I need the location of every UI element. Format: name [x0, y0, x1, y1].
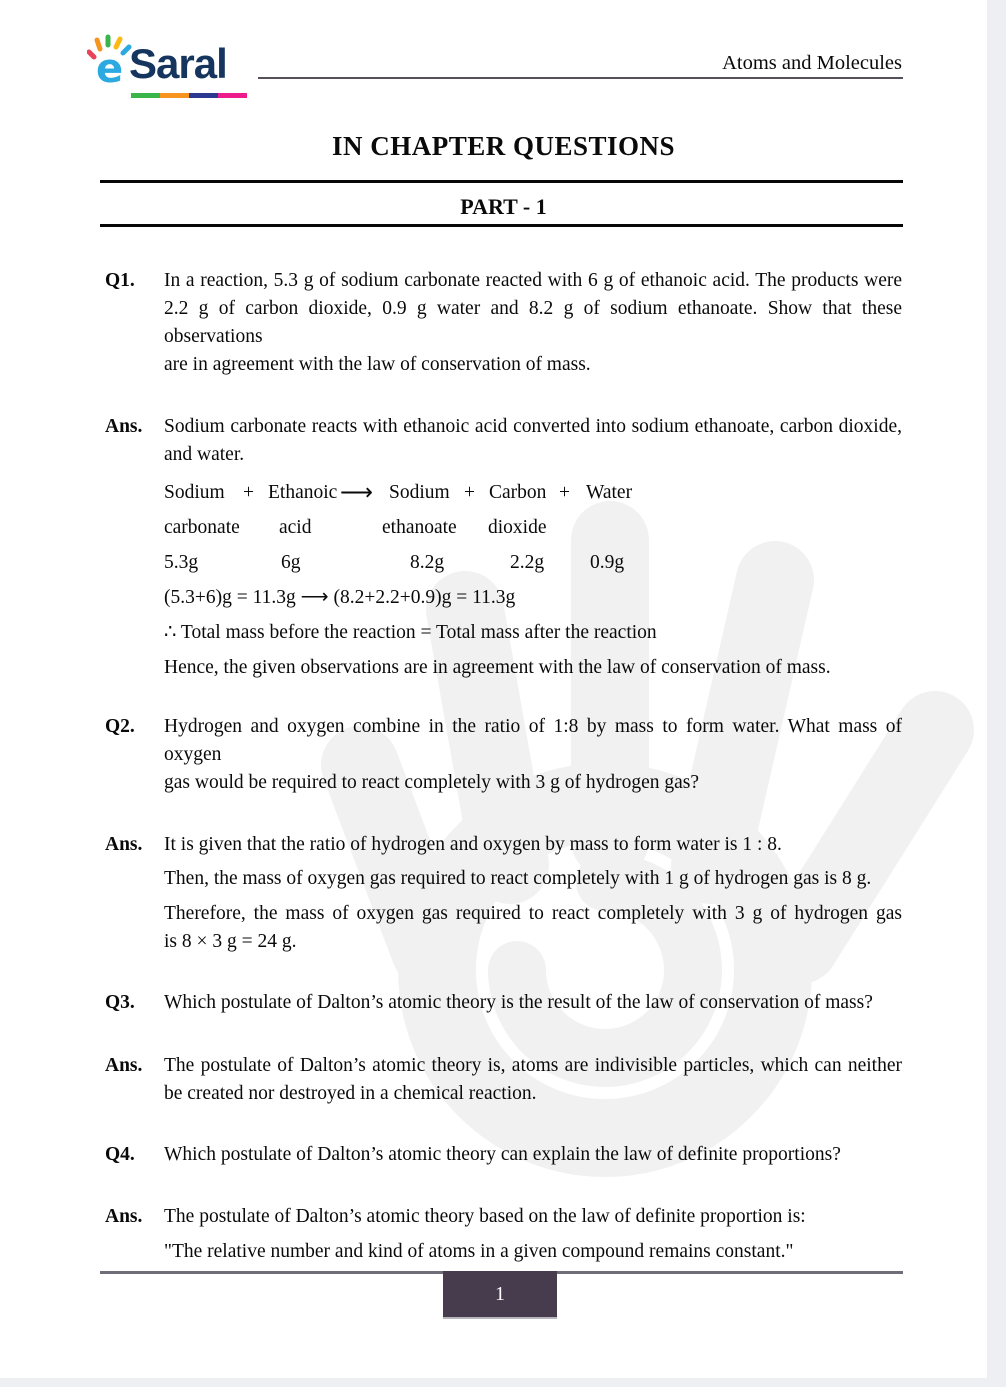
paragraph: It is given that the ratio of hydrogen and oxygen by mass to form water is 1 : 8.: [164, 834, 782, 855]
text-line: are in agreement with the law of conservation of mass.: [164, 354, 591, 375]
paragraph: The postulate of Dalton’s atomic theory based on the law of definite proportion is:: [164, 1206, 806, 1227]
text-line: Therefore, the mass of oxygen gas required to react completely with 3 g of hydrogen gas: [164, 903, 902, 924]
equation-row: [164, 580, 902, 615]
text-line: is 8 × 3 g = 24 g.: [164, 931, 297, 952]
answer-label: Ans.: [105, 416, 143, 437]
paragraph: "The relative number and kind of atoms in a given compound remains constant.": [164, 1241, 794, 1262]
mass-value: 0.9g: [590, 552, 625, 573]
equation-term: Sodium: [389, 482, 450, 503]
equation-term: acid: [279, 517, 312, 538]
answer-label: Ans.: [105, 1206, 143, 1227]
question-text: [164, 989, 902, 1017]
text-line: The postulate of Dalton’s atomic theory is, atoms are indivisible particles, which can neither: [164, 1055, 902, 1076]
question-label: Q2.: [105, 716, 135, 737]
logo-underline-segment: [131, 93, 160, 98]
mass-value: 8.2g: [410, 552, 445, 573]
paragraph: Then, the mass of oxygen gas required to react completely with 1 g of hydrogen gas is 8 g.: [164, 868, 872, 889]
equation-term: ethanoate: [382, 517, 457, 538]
section-divider: [100, 224, 903, 227]
answer-label: Ans.: [105, 834, 143, 855]
paragraph: [164, 413, 902, 469]
equation-term: carbonate: [164, 517, 240, 538]
mass-value: 6g: [281, 552, 301, 573]
question-row-q2: [105, 713, 902, 797]
esaral-logo: [93, 36, 255, 100]
answer-label: Ans.: [105, 1055, 143, 1076]
question-row-q4: [105, 1141, 902, 1169]
mass-value: 2.2g: [510, 552, 545, 573]
mass-value: 5.3g: [164, 552, 199, 573]
answer-row-a4: [105, 1203, 902, 1266]
section-divider: [100, 180, 903, 183]
text-line: Which postulate of Dalton’s atomic theory is the result of the law of conservation of mass?: [164, 992, 873, 1013]
logo-underline-segment: [189, 93, 218, 98]
mass-balance: (5.3+6)g = 11.3g ⟶ (8.2+2.2+0.9)g = 11.3g: [164, 587, 516, 608]
logo-underline: [131, 93, 247, 98]
text-line: 2.2 g of carbon dioxide, 0.9 g water and 8.2 g of sodium ethanoate. Show that these observations: [164, 298, 902, 347]
chapter-title: Atoms and Molecules: [722, 52, 902, 74]
question-text: [164, 713, 902, 797]
page-number-badge: [443, 1271, 557, 1319]
equation-term: Water: [586, 482, 633, 503]
page-number: 1: [495, 1282, 505, 1305]
text-line: Which postulate of Dalton’s atomic theory can explain the law of definite proportions?: [164, 1144, 841, 1165]
conclusion-line: ∴ Total mass before the reaction = Total mass after the reaction: [164, 622, 657, 643]
question-text: [164, 1141, 902, 1169]
logo-underline-segment: [160, 93, 189, 98]
question-row-q1: [105, 267, 902, 379]
text-line: gas would be required to react completely with 3 g of hydrogen gas?: [164, 772, 700, 793]
equation-term: Ethanoic: [268, 482, 338, 503]
answer-text: [164, 831, 902, 956]
plus-sign: +: [243, 482, 254, 503]
chemical-equation: [164, 475, 902, 615]
header-divider: [258, 77, 903, 79]
part-title: PART - 1: [460, 194, 547, 219]
equation-row: [164, 510, 902, 545]
question-row-q3: [105, 989, 902, 1017]
logo-wordmark: Saral: [129, 40, 227, 87]
logo-underline-segment: [218, 93, 247, 98]
text-line: Hydrogen and oxygen combine in the ratio of 1:8 by mass to form water. What mass of oxygen: [164, 716, 902, 765]
question-label: Q1.: [105, 270, 135, 291]
text-line: and water.: [164, 444, 245, 465]
question-label: Q4.: [105, 1144, 135, 1165]
equation-term: Carbon: [489, 482, 547, 503]
paragraph: [164, 900, 902, 956]
logo-e-icon: e: [96, 46, 124, 92]
plus-sign: +: [464, 482, 475, 503]
reaction-arrow: ⟶: [340, 480, 373, 505]
answer-row-a2: [105, 831, 902, 956]
answer-text: [164, 413, 902, 685]
text-line: Sodium carbonate reacts with ethanoic acid converted into sodium ethanoate, carbon dioxide,: [164, 416, 902, 437]
answer-text: [164, 1052, 902, 1108]
equation-term: dioxide: [488, 517, 547, 538]
question-label: Q3.: [105, 992, 135, 1013]
text-line: be created nor destroyed in a chemical reaction.: [164, 1083, 537, 1104]
page-title: IN CHAPTER QUESTIONS: [331, 131, 676, 161]
plus-sign: +: [559, 482, 570, 503]
question-text: [164, 267, 902, 379]
equation-row: [164, 545, 902, 580]
text-line: In a reaction, 5.3 g of sodium carbonate reacted with 6 g of ethanoic acid. The products were: [164, 270, 902, 291]
answer-row-a3: [105, 1052, 902, 1108]
equation-row: [164, 475, 902, 510]
answer-text: [164, 1203, 902, 1266]
conclusion-line: Hence, the given observations are in agreement with the law of conservation of mass.: [164, 657, 831, 678]
equation-term: Sodium: [164, 482, 225, 503]
answer-row-a1: [105, 413, 902, 685]
qa-content: [105, 267, 902, 1266]
